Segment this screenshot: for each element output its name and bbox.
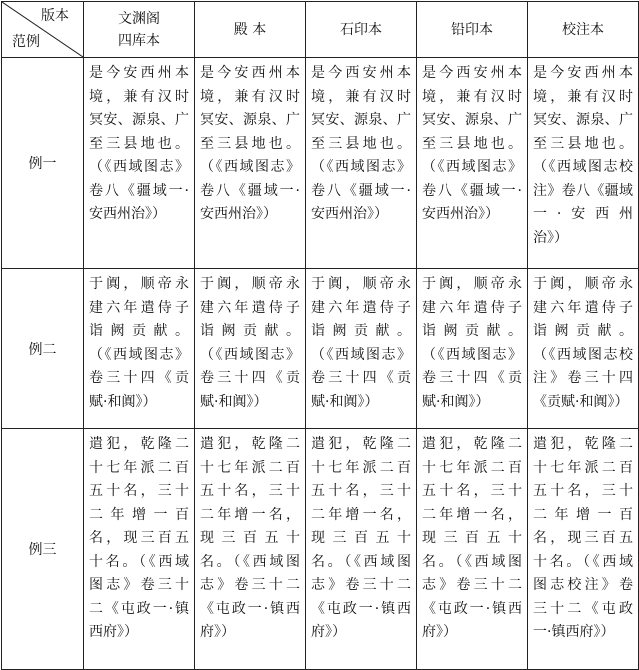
cell-line: 诣阙贡献。 [422,323,522,339]
cell-line: 名。（《西域图 [200,553,300,570]
cell-line: 安西州治》） [311,206,388,222]
cell-line: 十名。（《西域 [89,553,189,570]
cell-line: 于阗，顺帝永 [311,276,411,292]
cell-line: 安西州治》） [89,206,166,222]
cell-line: 遣犯，乾隆二 [89,436,189,452]
cell-line: （《西域图志校 [533,346,633,363]
cell-line: 五十名，三十 [200,483,300,499]
cell-line: 卷八《疆域一· [89,182,189,199]
table-body [2,58,639,670]
cell-line: 二年增一百 [89,506,189,523]
cell-line: 安西州治》） [200,206,277,222]
text-cell [417,58,528,269]
column-header-line: 铅印本 [451,21,493,38]
cell-line: 名，现三百五 [533,530,633,546]
cell-line: 赋·和阗》） [89,393,157,410]
cell-line: 二年增一名， [422,506,522,523]
cell-line: 三十二《屯政 [533,600,633,617]
cell-line: 于阗，顺帝永 [422,276,522,292]
table-row [2,58,639,269]
cell-line: 诣阙贡献。 [200,323,300,339]
cell-line: 一·安西州 [533,206,633,222]
text-cell [528,58,639,269]
cell-line: 府》） [200,624,235,640]
cell-line: 名。（《西域图 [311,553,411,570]
cell-line: 一·镇西府》） [533,624,615,640]
cell-line: 建六年遣侍子 [533,299,633,316]
cell-line: 赋·和阗》） [200,393,268,410]
cell-line: 五十名，三十 [533,483,633,499]
cell-line: 建六年遣侍子 [200,299,300,316]
row-label: 例一 [2,58,84,269]
corner-cell [2,2,84,58]
table-row [2,269,639,429]
cell-line: 建六年遣侍子 [89,299,189,316]
cell-line: 建六年遣侍子 [311,299,411,316]
comparison-table [1,1,639,670]
cell-line: 于阗，顺帝永 [89,276,189,292]
cell-line: 冥安、源泉、广 [200,112,300,128]
cell-line: 图志校注》卷 [533,577,633,593]
column-header [84,2,195,58]
column-header [306,2,417,58]
cell-line: 十七年派二百 [533,459,633,476]
cell-line: （《西域图志》 [422,159,522,175]
cell-line: 志》卷三十二 [311,577,411,593]
cell-line: （《西域图志》 [200,346,300,363]
cell-line: 名。（《西域图 [422,553,522,570]
cell-line: 是今安西州本 [533,65,633,81]
cell-line: 卷八《疆域一· [422,182,522,199]
cell-line: 《屯政一·镇西 [422,600,522,617]
cell-line: 是今安西州本 [89,65,189,81]
cell-line: 遣犯，乾隆二 [533,436,633,452]
cell-line: 安西州治》） [422,206,499,222]
cell-line: 现三百五十 [311,530,411,546]
cell-line: （《西域图志》 [311,346,411,363]
cell-line: 是今安西州本 [200,65,300,81]
cell-line: 于阗，顺帝永 [533,276,633,292]
cell-line: 二年增一名， [200,506,300,523]
cell-line: （《西域图志》 [200,159,300,175]
cell-line: （《西域图志》 [89,159,189,175]
text-cell [195,429,306,670]
cell-line: 卷三十四《贡 [422,370,522,386]
cell-line: 卷三十四《贡 [311,370,411,386]
cell-line: 卷八《疆域一· [200,182,300,199]
cell-line: 境，兼有汉时 [422,88,522,105]
cell-line: 境，兼有汉时 [311,88,411,105]
cell-line: 卷八《疆域一· [311,182,411,199]
text-cell [195,58,306,269]
cell-line: 二《屯政一·镇 [89,600,189,617]
text-cell [417,429,528,670]
row-label: 例二 [2,269,84,429]
text-cell [195,269,306,429]
cell-line: 建六年遣侍子 [422,299,522,316]
cell-line: 境，兼有汉时 [89,88,189,105]
cell-line: 遣犯，乾隆二 [200,436,300,452]
cell-line: 五十名，三十 [422,483,522,499]
cell-line: 现三百五十 [200,530,300,546]
row-label: 例三 [2,429,84,670]
cell-line: 五十名，三十 [311,483,411,499]
cell-line: 西府》） [89,624,138,640]
column-header-line: 文渊阁 [118,10,160,27]
cell-line: 注》卷八《疆域 [533,182,633,199]
column-header [417,2,528,58]
cell-line: 至三县地也。 [89,135,189,152]
cell-line: 志》卷三十二 [422,577,522,593]
cell-line: 十七年派二百 [422,459,522,476]
cell-line: （《西域图志》 [89,346,189,363]
cell-line: 府》） [422,624,457,640]
column-header-line: 石印本 [340,21,382,38]
cell-line: 冥安、源泉、广 [89,112,189,128]
cell-line: 于阗，顺帝永 [200,276,300,292]
text-cell [84,58,195,269]
corner-label-example: 范例 [12,34,40,50]
cell-line: 《屯政一·镇西 [311,600,411,617]
text-cell [84,429,195,670]
cell-line: 至三县地也。 [311,135,411,152]
table-row [2,429,639,670]
column-header-line: 殿 本 [233,21,267,38]
cell-line: 志》卷三十二 [200,577,300,593]
cell-line: 卷三十四《贡 [89,370,189,386]
cell-line: 至三县地也。 [200,135,300,152]
cell-line: 赋·和阗》） [311,393,379,410]
text-cell [528,429,639,670]
cell-line: 现三百五十 [422,530,522,546]
cell-line: 《贡赋·和阗》） [533,393,629,410]
cell-line: 府》） [311,624,346,640]
cell-line: 二年增一名， [311,506,411,523]
text-cell [306,429,417,670]
cell-line: 赋·和阗》） [422,393,490,410]
cell-line: 注》卷三十四 [533,370,633,386]
text-cell [84,269,195,429]
cell-line: 十名。（《西域 [533,553,633,570]
column-header-line: 四库本 [118,32,160,49]
cell-line: 是今西安州本 [422,65,522,81]
cell-line: 境，兼有汉时 [200,88,300,105]
cell-line: 诣阙贡献。 [311,323,411,339]
cell-line: 诣阙贡献。 [533,323,633,339]
cell-line: （《西域图志》 [311,159,411,175]
header-row [2,2,639,58]
cell-line: 遣犯，乾隆二 [422,436,522,452]
cell-line: 十七年派二百 [311,459,411,476]
cell-line: 《屯政一·镇西 [200,600,300,617]
text-cell [528,269,639,429]
column-header [528,2,639,58]
cell-line: 卷三十四《贡 [200,370,300,386]
cell-line: 诣阙贡献。 [89,323,189,339]
cell-line: 十七年派二百 [89,459,189,476]
corner-label-edition: 版本 [41,8,69,24]
cell-line: 五十名，三十 [89,483,189,499]
cell-line: 十七年派二百 [200,459,300,476]
cell-line: （《西域图志校 [533,159,633,175]
cell-line: 境，兼有汉时 [533,88,633,105]
column-header-line: 校注本 [562,21,604,38]
cell-line: 遣犯，乾隆二 [311,436,411,452]
cell-line: 冥安、源泉、广 [311,112,411,128]
cell-line: 冥安、源泉、广 [533,112,633,128]
cell-line: 至三县地也。 [422,135,522,152]
cell-line: 是今西安州本 [311,65,411,81]
cell-line: 二年增一百 [533,506,633,523]
text-cell [417,269,528,429]
cell-line: （《西域图志》 [422,346,522,363]
cell-line: 至三县地也。 [533,135,633,152]
cell-line: 冥安、源泉、广 [422,112,522,128]
cell-line: 名，现三百五 [89,530,189,546]
text-cell [306,269,417,429]
cell-line: 图志》卷三十 [89,577,189,593]
text-cell [306,58,417,269]
column-header [195,2,306,58]
cell-line: 治》） [533,229,568,246]
